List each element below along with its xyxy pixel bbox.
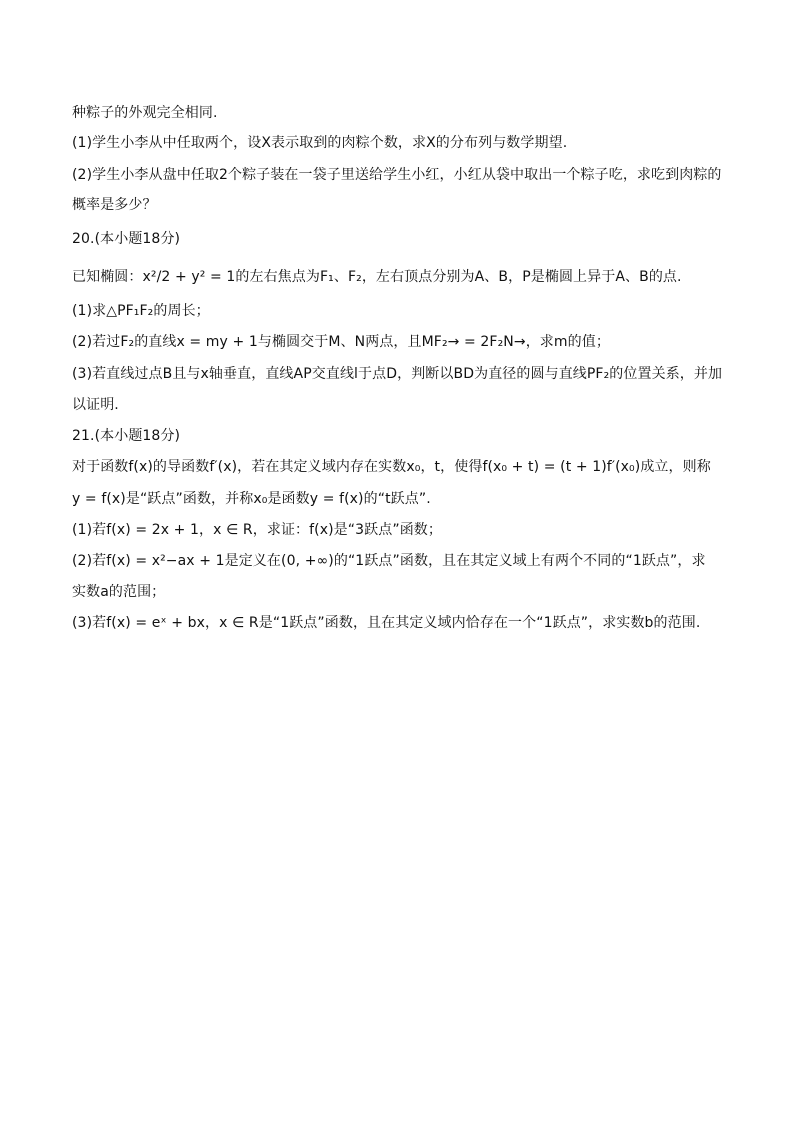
- q20-part1: (1)求△PF₁F₂的周长；: [72, 303, 210, 319]
- q20-stem: 已知椭圆：x²/2 + y² = 1的左右焦点为F₁、F₂，左右顶点分别为A、B，P是椭圆上异于A、B的点.: [72, 269, 682, 285]
- q21-stem-line1: 对于函数f(x)的导函数f′(x)，若在其定义域内存在实数x₀，t，使得f(x₀ + t) = (t + 1)f′(x₀)成立，则称: [72, 459, 711, 475]
- q20-part3-line1: (3)若直线过点B且与x轴垂直，直线AP交直线l于点D，判断以BD为直径的圆与直线PF₂的位置关系，并加: [72, 366, 723, 382]
- q19-part2-line1: (2)学生小李从盘中任取2个粽子装在一袋子里送给学生小红，小红从袋中取出一个粽子吃，求吃到肉粽的: [72, 167, 722, 183]
- q20-part2: (2)若过F₂的直线x = my + 1与椭圆交于M、N两点，且MF₂→ = 2F₂N→，求m的值；: [72, 334, 610, 350]
- q21-part1: (1)若f(x) = 2x + 1，x ∈ R，求证：f(x)是“3跃点”函数；: [72, 522, 442, 538]
- q19-continuation: 种粽子的外观完全相同.: [72, 105, 218, 121]
- q19-part2-line2: 概率是多少？: [72, 197, 157, 213]
- q19-part1: (1)学生小李从中任取两个，设X表示取到的肉粽个数，求X的分布列与数学期望.: [72, 135, 568, 151]
- q21-part2-line2: 实数a的范围；: [72, 584, 166, 600]
- q21-stem-line2: y = f(x)是“跃点”函数，并称x₀是函数y = f(x)的“t跃点”.: [72, 491, 431, 507]
- q21-part3: (3)若f(x) = eˣ + bx，x ∈ R是“1跃点”函数，且在其定义域内恰存在一个“1跃点”，求实数b的范围.: [72, 615, 701, 631]
- q20-part3-line2: 以证明.: [72, 397, 119, 413]
- q21-part2-line1: (2)若f(x) = x²−ax + 1是定义在(0, +∞)的“1跃点”函数，且在其定义域上有两个不同的“1跃点”，求: [72, 553, 706, 569]
- q20-header: 20.(本小题18分): [72, 231, 181, 247]
- q21-header: 21.(本小题18分): [72, 428, 181, 444]
